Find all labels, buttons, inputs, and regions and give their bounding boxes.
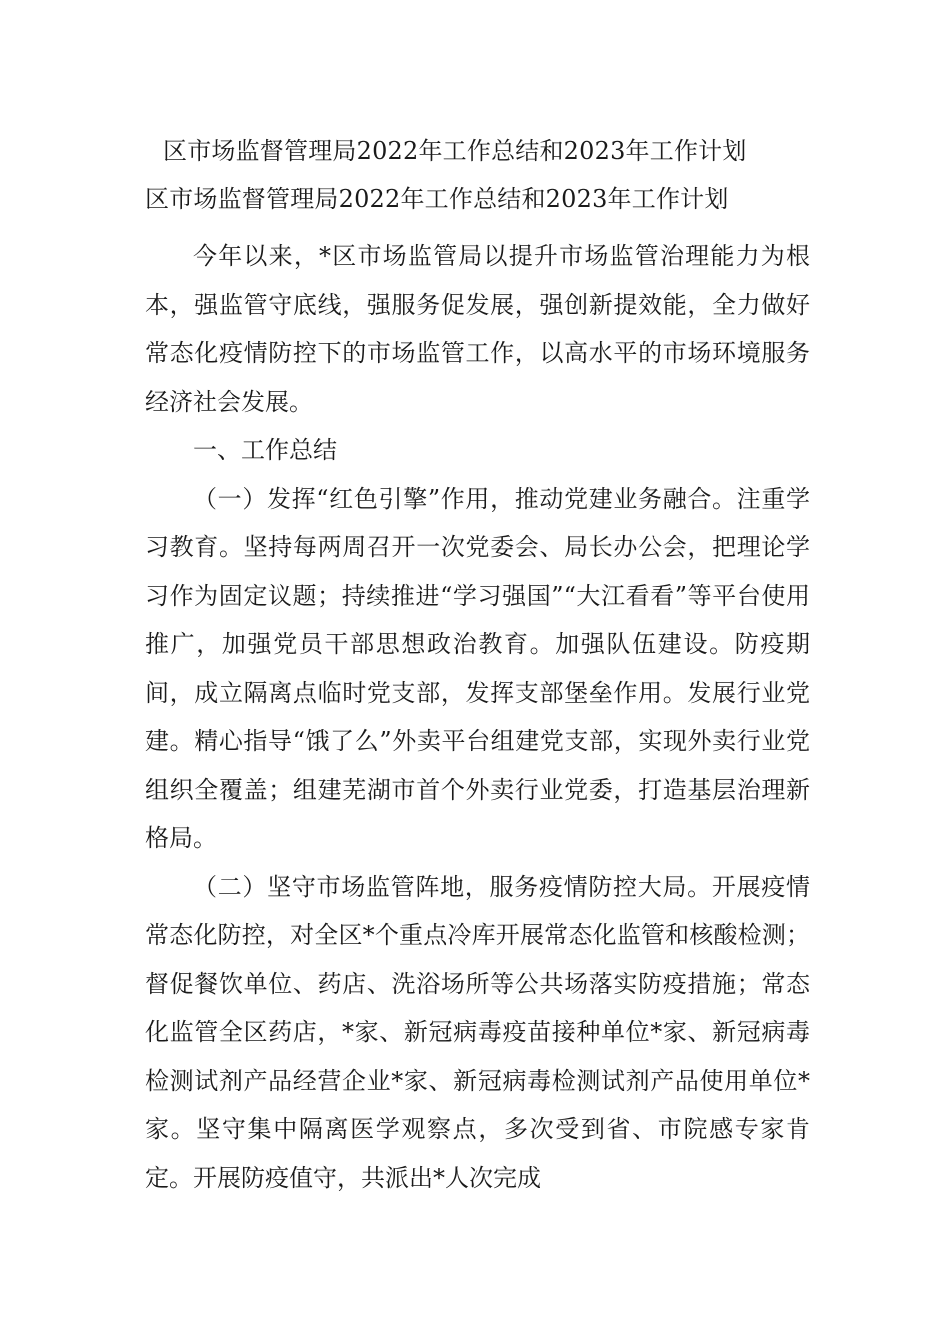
paragraph-epidemic-control: （二）坚守市场监管阵地，服务疫情防控大局。开展疫情常态化防控，对全区*个重点冷库开展常态化监管和核酸检测；督促餐饮单位、药店、洗浴场所等公共场落实防疫措施；常态化监管全区药店，*家、新冠病毒疫苗接种单位*家、新冠病毒检测试剂产品经营企业*家、新冠病毒检测试剂产品使用单位*家。坚守集中隔离医学观察点，多次受到省、市院感专家肯定。开展防疫值守，共派出*人次完成 [145, 872, 810, 1192]
section-heading-work-summary: 一、工作总结 [193, 436, 337, 464]
paragraph-intro: 今年以来，*区市场监管局以提升市场监管治理能力为根本，强监管守底线，强服务促发展，强创新提效能，全力做好常态化疫情防控下的市场监管工作，以高水平的市场环境服务经济社会发展。 [145, 242, 810, 416]
document-body [145, 232, 810, 1202]
paragraph-party-building: （一）发挥“红色引擎”作用，推动党建业务融合。注重学习教育。坚持每两周召开一次党委会、局长办公会，把理论学习作为固定议题；持续推进“学习强国”“大江看看”等平台使用推广，加强党员干部思想政治教育。加强队伍建设。防疫期间，成立隔离点临时党支部，发挥支部堡垒作用。发展行业党建。精心指导“饿了么”外卖平台组建党支部，实现外卖行业党组织全覆盖；组建芜湖市首个外卖行业党委，打造基层治理新格局。 [145, 484, 810, 852]
document-title: 区市场监督管理局2022年工作总结和2023年工作计划 [163, 137, 747, 165]
document-subtitle: 区市场监督管理局2022年工作总结和2023年工作计划 [145, 185, 729, 213]
